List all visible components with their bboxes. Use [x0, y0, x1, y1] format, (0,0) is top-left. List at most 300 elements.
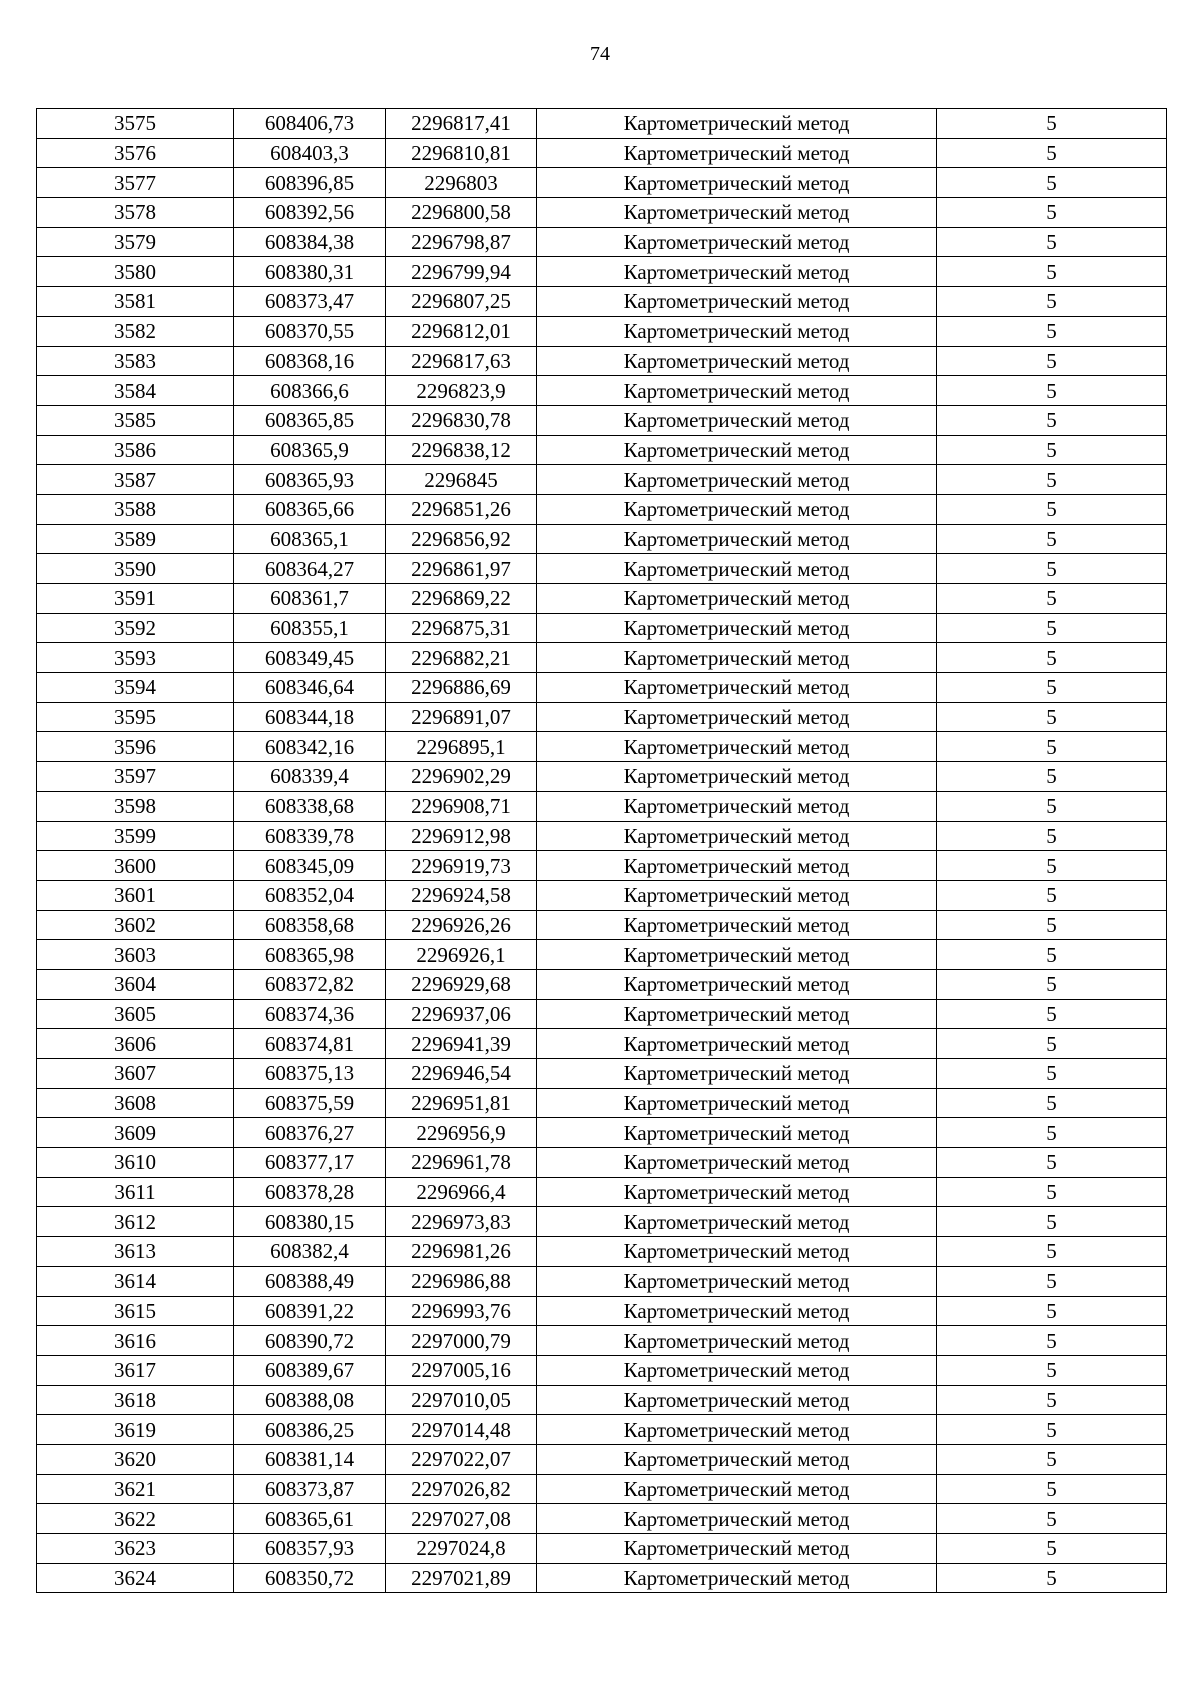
accuracy-cell: 5 [937, 732, 1167, 762]
accuracy-cell: 5 [937, 613, 1167, 643]
table-row [37, 346, 1167, 376]
point-number-cell: 3605 [37, 999, 234, 1029]
x-coordinate-cell: 608375,13 [234, 1059, 386, 1089]
point-number-cell: 3612 [37, 1207, 234, 1237]
point-number-cell: 3576 [37, 138, 234, 168]
method-cell: Картометрический метод [537, 494, 937, 524]
y-coordinate-cell: 2297014,48 [386, 1415, 537, 1445]
point-number-cell: 3624 [37, 1563, 234, 1593]
x-coordinate-cell: 608390,72 [234, 1326, 386, 1356]
table-row [37, 702, 1167, 732]
x-coordinate-cell: 608361,7 [234, 584, 386, 614]
accuracy-cell: 5 [937, 168, 1167, 198]
accuracy-cell: 5 [937, 465, 1167, 495]
method-cell: Картометрический метод [537, 257, 937, 287]
x-coordinate-cell: 608376,27 [234, 1118, 386, 1148]
x-coordinate-cell: 608380,31 [234, 257, 386, 287]
point-number-cell: 3603 [37, 940, 234, 970]
table-row [37, 1563, 1167, 1593]
method-cell: Картометрический метод [537, 880, 937, 910]
accuracy-cell: 5 [937, 1118, 1167, 1148]
point-number-cell: 3585 [37, 405, 234, 435]
point-number-cell: 3604 [37, 969, 234, 999]
accuracy-cell: 5 [937, 1296, 1167, 1326]
accuracy-cell: 5 [937, 227, 1167, 257]
method-cell: Картометрический метод [537, 1355, 937, 1385]
x-coordinate-cell: 608349,45 [234, 643, 386, 673]
y-coordinate-cell: 2297022,07 [386, 1444, 537, 1474]
accuracy-cell: 5 [937, 584, 1167, 614]
x-coordinate-cell: 608345,09 [234, 851, 386, 881]
point-number-cell: 3588 [37, 494, 234, 524]
x-coordinate-cell: 608364,27 [234, 554, 386, 584]
x-coordinate-cell: 608358,68 [234, 910, 386, 940]
point-number-cell: 3590 [37, 554, 234, 584]
accuracy-cell: 5 [937, 346, 1167, 376]
table-row [37, 1504, 1167, 1534]
accuracy-cell: 5 [937, 673, 1167, 703]
coordinates-table-body [37, 109, 1167, 1593]
accuracy-cell: 5 [937, 405, 1167, 435]
point-number-cell: 3614 [37, 1266, 234, 1296]
accuracy-cell: 5 [937, 1266, 1167, 1296]
accuracy-cell: 5 [937, 999, 1167, 1029]
x-coordinate-cell: 608346,64 [234, 673, 386, 703]
point-number-cell: 3596 [37, 732, 234, 762]
x-coordinate-cell: 608365,61 [234, 1504, 386, 1534]
y-coordinate-cell: 2296946,54 [386, 1059, 537, 1089]
table-row [37, 494, 1167, 524]
method-cell: Картометрический метод [537, 613, 937, 643]
accuracy-cell: 5 [937, 791, 1167, 821]
y-coordinate-cell: 2296912,98 [386, 821, 537, 851]
method-cell: Картометрический метод [537, 1385, 937, 1415]
table-row [37, 1355, 1167, 1385]
method-cell: Картометрический метод [537, 643, 937, 673]
x-coordinate-cell: 608352,04 [234, 880, 386, 910]
y-coordinate-cell: 2296861,97 [386, 554, 537, 584]
point-number-cell: 3623 [37, 1534, 234, 1564]
accuracy-cell: 5 [937, 554, 1167, 584]
y-coordinate-cell: 2297027,08 [386, 1504, 537, 1534]
x-coordinate-cell: 608372,82 [234, 969, 386, 999]
table-row [37, 1029, 1167, 1059]
table-row [37, 851, 1167, 881]
accuracy-cell: 5 [937, 316, 1167, 346]
x-coordinate-cell: 608338,68 [234, 791, 386, 821]
accuracy-cell: 5 [937, 1504, 1167, 1534]
point-number-cell: 3587 [37, 465, 234, 495]
point-number-cell: 3618 [37, 1385, 234, 1415]
method-cell: Картометрический метод [537, 910, 937, 940]
y-coordinate-cell: 2296856,92 [386, 524, 537, 554]
table-row [37, 138, 1167, 168]
table-row [37, 1296, 1167, 1326]
x-coordinate-cell: 608382,4 [234, 1237, 386, 1267]
y-coordinate-cell: 2297005,16 [386, 1355, 537, 1385]
accuracy-cell: 5 [937, 435, 1167, 465]
point-number-cell: 3611 [37, 1177, 234, 1207]
x-coordinate-cell: 608342,16 [234, 732, 386, 762]
y-coordinate-cell: 2296981,26 [386, 1237, 537, 1267]
y-coordinate-cell: 2296798,87 [386, 227, 537, 257]
y-coordinate-cell: 2296941,39 [386, 1029, 537, 1059]
table-row [37, 1385, 1167, 1415]
x-coordinate-cell: 608375,59 [234, 1088, 386, 1118]
accuracy-cell: 5 [937, 1029, 1167, 1059]
point-number-cell: 3594 [37, 673, 234, 703]
x-coordinate-cell: 608389,67 [234, 1355, 386, 1385]
y-coordinate-cell: 2296823,9 [386, 376, 537, 406]
point-number-cell: 3580 [37, 257, 234, 287]
point-number-cell: 3591 [37, 584, 234, 614]
method-cell: Картометрический метод [537, 287, 937, 317]
y-coordinate-cell: 2296929,68 [386, 969, 537, 999]
accuracy-cell: 5 [937, 940, 1167, 970]
table-row [37, 168, 1167, 198]
table-row [37, 316, 1167, 346]
point-number-cell: 3586 [37, 435, 234, 465]
accuracy-cell: 5 [937, 1326, 1167, 1356]
point-number-cell: 3602 [37, 910, 234, 940]
method-cell: Картометрический метод [537, 702, 937, 732]
point-number-cell: 3608 [37, 1088, 234, 1118]
accuracy-cell: 5 [937, 1088, 1167, 1118]
x-coordinate-cell: 608374,36 [234, 999, 386, 1029]
x-coordinate-cell: 608406,73 [234, 109, 386, 139]
accuracy-cell: 5 [937, 287, 1167, 317]
table-row [37, 405, 1167, 435]
y-coordinate-cell: 2296891,07 [386, 702, 537, 732]
x-coordinate-cell: 608365,85 [234, 405, 386, 435]
table-row [37, 1326, 1167, 1356]
table-row [37, 910, 1167, 940]
table-row [37, 1474, 1167, 1504]
accuracy-cell: 5 [937, 1355, 1167, 1385]
y-coordinate-cell: 2296838,12 [386, 435, 537, 465]
point-number-cell: 3597 [37, 762, 234, 792]
table-row [37, 376, 1167, 406]
x-coordinate-cell: 608355,1 [234, 613, 386, 643]
table-row [37, 762, 1167, 792]
point-number-cell: 3577 [37, 168, 234, 198]
x-coordinate-cell: 608339,78 [234, 821, 386, 851]
y-coordinate-cell: 2296817,41 [386, 109, 537, 139]
accuracy-cell: 5 [937, 257, 1167, 287]
method-cell: Картометрический метод [537, 1029, 937, 1059]
y-coordinate-cell: 2296926,1 [386, 940, 537, 970]
method-cell: Картометрический метод [537, 999, 937, 1029]
table-row [37, 257, 1167, 287]
x-coordinate-cell: 608370,55 [234, 316, 386, 346]
x-coordinate-cell: 608374,81 [234, 1029, 386, 1059]
table-row [37, 1059, 1167, 1089]
table-row [37, 198, 1167, 228]
x-coordinate-cell: 608368,16 [234, 346, 386, 376]
y-coordinate-cell: 2296800,58 [386, 198, 537, 228]
method-cell: Картометрический метод [537, 732, 937, 762]
x-coordinate-cell: 608365,93 [234, 465, 386, 495]
y-coordinate-cell: 2296973,83 [386, 1207, 537, 1237]
point-number-cell: 3592 [37, 613, 234, 643]
y-coordinate-cell: 2296908,71 [386, 791, 537, 821]
x-coordinate-cell: 608381,14 [234, 1444, 386, 1474]
point-number-cell: 3617 [37, 1355, 234, 1385]
table-row [37, 1444, 1167, 1474]
x-coordinate-cell: 608339,4 [234, 762, 386, 792]
x-coordinate-cell: 608373,47 [234, 287, 386, 317]
y-coordinate-cell: 2296875,31 [386, 613, 537, 643]
point-number-cell: 3622 [37, 1504, 234, 1534]
table-row [37, 109, 1167, 139]
x-coordinate-cell: 608365,9 [234, 435, 386, 465]
method-cell: Картометрический метод [537, 1118, 937, 1148]
y-coordinate-cell: 2296951,81 [386, 1088, 537, 1118]
table-row [37, 1534, 1167, 1564]
x-coordinate-cell: 608365,66 [234, 494, 386, 524]
method-cell: Картометрический метод [537, 969, 937, 999]
table-row [37, 584, 1167, 614]
y-coordinate-cell: 2296799,94 [386, 257, 537, 287]
y-coordinate-cell: 2296956,9 [386, 1118, 537, 1148]
accuracy-cell: 5 [937, 1148, 1167, 1178]
method-cell: Картометрический метод [537, 198, 937, 228]
accuracy-cell: 5 [937, 524, 1167, 554]
y-coordinate-cell: 2297010,05 [386, 1385, 537, 1415]
y-coordinate-cell: 2296851,26 [386, 494, 537, 524]
accuracy-cell: 5 [937, 1385, 1167, 1415]
table-row [37, 287, 1167, 317]
point-number-cell: 3579 [37, 227, 234, 257]
method-cell: Картометрический метод [537, 1563, 937, 1593]
table-row [37, 673, 1167, 703]
point-number-cell: 3578 [37, 198, 234, 228]
point-number-cell: 3598 [37, 791, 234, 821]
y-coordinate-cell: 2296845 [386, 465, 537, 495]
table-row [37, 1207, 1167, 1237]
method-cell: Картометрический метод [537, 1415, 937, 1445]
method-cell: Картометрический метод [537, 1326, 937, 1356]
table-row [37, 791, 1167, 821]
table-row [37, 1148, 1167, 1178]
method-cell: Картометрический метод [537, 405, 937, 435]
accuracy-cell: 5 [937, 851, 1167, 881]
method-cell: Картометрический метод [537, 376, 937, 406]
y-coordinate-cell: 2296919,73 [386, 851, 537, 881]
y-coordinate-cell: 2296886,69 [386, 673, 537, 703]
accuracy-cell: 5 [937, 1207, 1167, 1237]
method-cell: Картометрический метод [537, 1237, 937, 1267]
method-cell: Картометрический метод [537, 346, 937, 376]
accuracy-cell: 5 [937, 1563, 1167, 1593]
table-row [37, 940, 1167, 970]
y-coordinate-cell: 2296830,78 [386, 405, 537, 435]
x-coordinate-cell: 608365,1 [234, 524, 386, 554]
point-number-cell: 3595 [37, 702, 234, 732]
table-row [37, 524, 1167, 554]
accuracy-cell: 5 [937, 1059, 1167, 1089]
point-number-cell: 3607 [37, 1059, 234, 1089]
point-number-cell: 3616 [37, 1326, 234, 1356]
accuracy-cell: 5 [937, 1177, 1167, 1207]
table-row [37, 227, 1167, 257]
x-coordinate-cell: 608391,22 [234, 1296, 386, 1326]
method-cell: Картометрический метод [537, 168, 937, 198]
point-number-cell: 3601 [37, 880, 234, 910]
point-number-cell: 3610 [37, 1148, 234, 1178]
accuracy-cell: 5 [937, 643, 1167, 673]
method-cell: Картометрический метод [537, 673, 937, 703]
table-row [37, 465, 1167, 495]
accuracy-cell: 5 [937, 702, 1167, 732]
accuracy-cell: 5 [937, 1474, 1167, 1504]
x-coordinate-cell: 608378,28 [234, 1177, 386, 1207]
y-coordinate-cell: 2296803 [386, 168, 537, 198]
method-cell: Картометрический метод [537, 1177, 937, 1207]
x-coordinate-cell: 608392,56 [234, 198, 386, 228]
method-cell: Картометрический метод [537, 465, 937, 495]
table-row [37, 1237, 1167, 1267]
y-coordinate-cell: 2296937,06 [386, 999, 537, 1029]
method-cell: Картометрический метод [537, 940, 937, 970]
x-coordinate-cell: 608388,08 [234, 1385, 386, 1415]
table-row [37, 732, 1167, 762]
point-number-cell: 3593 [37, 643, 234, 673]
method-cell: Картометрический метод [537, 524, 937, 554]
x-coordinate-cell: 608373,87 [234, 1474, 386, 1504]
table-row [37, 554, 1167, 584]
method-cell: Картометрический метод [537, 1474, 937, 1504]
method-cell: Картометрический метод [537, 1059, 937, 1089]
y-coordinate-cell: 2296817,63 [386, 346, 537, 376]
method-cell: Картометрический метод [537, 821, 937, 851]
method-cell: Картометрический метод [537, 316, 937, 346]
table-row [37, 643, 1167, 673]
accuracy-cell: 5 [937, 821, 1167, 851]
accuracy-cell: 5 [937, 910, 1167, 940]
method-cell: Картометрический метод [537, 554, 937, 584]
y-coordinate-cell: 2296966,4 [386, 1177, 537, 1207]
accuracy-cell: 5 [937, 1237, 1167, 1267]
method-cell: Картометрический метод [537, 1296, 937, 1326]
table-row [37, 1088, 1167, 1118]
method-cell: Картометрический метод [537, 1266, 937, 1296]
accuracy-cell: 5 [937, 109, 1167, 139]
table-row [37, 613, 1167, 643]
x-coordinate-cell: 608388,49 [234, 1266, 386, 1296]
point-number-cell: 3621 [37, 1474, 234, 1504]
y-coordinate-cell: 2297024,8 [386, 1534, 537, 1564]
method-cell: Картометрический метод [537, 584, 937, 614]
method-cell: Картометрический метод [537, 1534, 937, 1564]
x-coordinate-cell: 608365,98 [234, 940, 386, 970]
method-cell: Картометрический метод [537, 1088, 937, 1118]
point-number-cell: 3620 [37, 1444, 234, 1474]
table-row [37, 1118, 1167, 1148]
method-cell: Картометрический метод [537, 851, 937, 881]
table-row [37, 821, 1167, 851]
point-number-cell: 3581 [37, 287, 234, 317]
table-row [37, 1266, 1167, 1296]
point-number-cell: 3600 [37, 851, 234, 881]
method-cell: Картометрический метод [537, 109, 937, 139]
x-coordinate-cell: 608357,93 [234, 1534, 386, 1564]
y-coordinate-cell: 2296882,21 [386, 643, 537, 673]
table-row [37, 969, 1167, 999]
point-number-cell: 3584 [37, 376, 234, 406]
y-coordinate-cell: 2296810,81 [386, 138, 537, 168]
y-coordinate-cell: 2296902,29 [386, 762, 537, 792]
y-coordinate-cell: 2296961,78 [386, 1148, 537, 1178]
accuracy-cell: 5 [937, 1534, 1167, 1564]
point-number-cell: 3606 [37, 1029, 234, 1059]
table-row [37, 435, 1167, 465]
accuracy-cell: 5 [937, 762, 1167, 792]
x-coordinate-cell: 608350,72 [234, 1563, 386, 1593]
table-row [37, 1415, 1167, 1445]
method-cell: Картометрический метод [537, 227, 937, 257]
method-cell: Картометрический метод [537, 762, 937, 792]
y-coordinate-cell: 2296986,88 [386, 1266, 537, 1296]
coordinates-table [36, 108, 1167, 1593]
x-coordinate-cell: 608344,18 [234, 702, 386, 732]
accuracy-cell: 5 [937, 138, 1167, 168]
y-coordinate-cell: 2296869,22 [386, 584, 537, 614]
table-row [37, 880, 1167, 910]
accuracy-cell: 5 [937, 198, 1167, 228]
y-coordinate-cell: 2297021,89 [386, 1563, 537, 1593]
x-coordinate-cell: 608377,17 [234, 1148, 386, 1178]
accuracy-cell: 5 [937, 969, 1167, 999]
point-number-cell: 3582 [37, 316, 234, 346]
y-coordinate-cell: 2296924,58 [386, 880, 537, 910]
point-number-cell: 3615 [37, 1296, 234, 1326]
x-coordinate-cell: 608384,38 [234, 227, 386, 257]
x-coordinate-cell: 608380,15 [234, 1207, 386, 1237]
method-cell: Картометрический метод [537, 1148, 937, 1178]
y-coordinate-cell: 2297000,79 [386, 1326, 537, 1356]
point-number-cell: 3575 [37, 109, 234, 139]
accuracy-cell: 5 [937, 376, 1167, 406]
method-cell: Картометрический метод [537, 1207, 937, 1237]
x-coordinate-cell: 608366,6 [234, 376, 386, 406]
point-number-cell: 3583 [37, 346, 234, 376]
point-number-cell: 3613 [37, 1237, 234, 1267]
accuracy-cell: 5 [937, 1415, 1167, 1445]
y-coordinate-cell: 2297026,82 [386, 1474, 537, 1504]
method-cell: Картометрический метод [537, 1504, 937, 1534]
y-coordinate-cell: 2296895,1 [386, 732, 537, 762]
x-coordinate-cell: 608403,3 [234, 138, 386, 168]
point-number-cell: 3609 [37, 1118, 234, 1148]
x-coordinate-cell: 608396,85 [234, 168, 386, 198]
x-coordinate-cell: 608386,25 [234, 1415, 386, 1445]
page-number: 74 [590, 43, 610, 65]
y-coordinate-cell: 2296812,01 [386, 316, 537, 346]
method-cell: Картометрический метод [537, 435, 937, 465]
method-cell: Картометрический метод [537, 138, 937, 168]
y-coordinate-cell: 2296807,25 [386, 287, 537, 317]
point-number-cell: 3599 [37, 821, 234, 851]
accuracy-cell: 5 [937, 880, 1167, 910]
method-cell: Картометрический метод [537, 1444, 937, 1474]
point-number-cell: 3589 [37, 524, 234, 554]
accuracy-cell: 5 [937, 494, 1167, 524]
table-row [37, 1177, 1167, 1207]
y-coordinate-cell: 2296926,26 [386, 910, 537, 940]
y-coordinate-cell: 2296993,76 [386, 1296, 537, 1326]
accuracy-cell: 5 [937, 1444, 1167, 1474]
